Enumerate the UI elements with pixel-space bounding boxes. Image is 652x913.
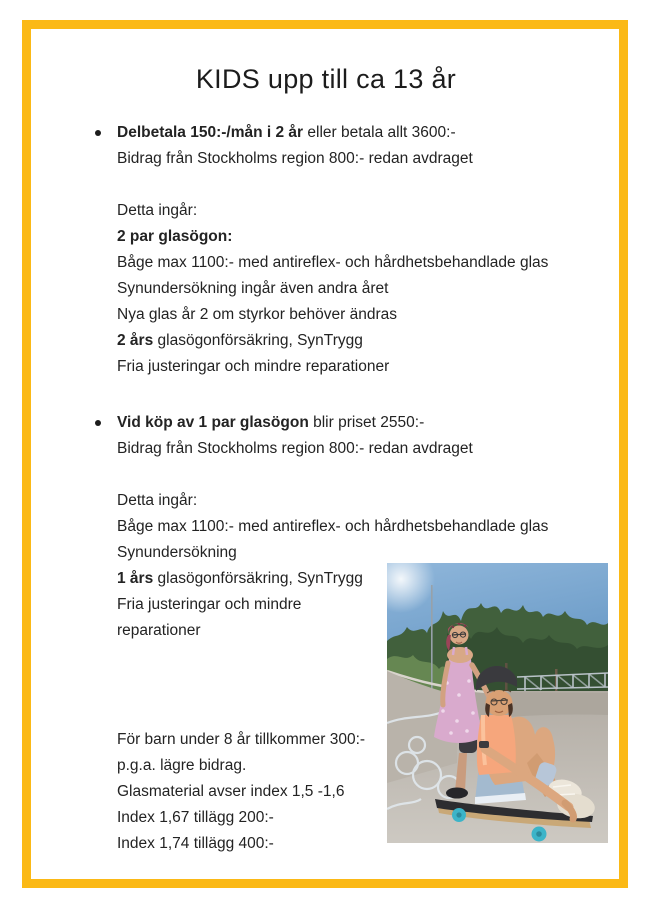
- text-line: Båge max 1100:- med antireflex- och hårdhetsbehandlade glas: [117, 254, 549, 271]
- line-bold: Delbetala 150:-/mån i 2 år: [117, 124, 304, 141]
- text-line: Detta ingår:: [117, 492, 198, 509]
- bullet-line: [117, 410, 548, 436]
- skatepark-photo-illustration: [387, 563, 608, 843]
- line-bold: 2 par glasögon:: [117, 228, 233, 245]
- text-line: Index 1,67 tillägg 200:-: [117, 809, 274, 826]
- line-bold: 1 års: [117, 570, 154, 587]
- text-line: Synundersökning: [117, 544, 237, 561]
- section-two-pairs: [117, 120, 548, 380]
- text-line: Synundersökning ingår även andra året: [117, 280, 389, 297]
- line-bold: 2 års: [117, 332, 154, 349]
- text-line: p.g.a. lägre bidrag.: [117, 757, 247, 774]
- skatepark-photo: [387, 563, 608, 843]
- bullet-line: [117, 120, 548, 146]
- bullet-icon: [95, 130, 101, 136]
- text-line: För barn under 8 år tillkommer 300:-: [117, 731, 366, 748]
- text-line: Index 1,74 tillägg 400:-: [117, 835, 274, 852]
- line-text: eller betala allt 3600:-: [303, 124, 456, 141]
- text-line: [117, 328, 548, 354]
- text-line: Båge max 1100:- med antireflex- och hårdhetsbehandlade glas: [117, 518, 549, 535]
- text-line: Glasmaterial avser index 1,5 -1,6: [117, 783, 345, 800]
- line-text: glasögonförsäkring, SynTrygg: [153, 332, 363, 349]
- text-line: Fria justeringar och mindre: [117, 596, 302, 613]
- footer-notes: [117, 727, 365, 857]
- text-line: reparationer: [117, 622, 201, 639]
- flagpole: [431, 585, 433, 693]
- text-line: Nya glas år 2 om styrkor behöver ändras: [117, 306, 397, 323]
- page-title: KIDS upp till ca 13 år: [195, 64, 457, 94]
- line-text: blir priset 2550:-: [308, 414, 425, 431]
- text-line: Bidrag från Stockholms region 800:- redan avdraget: [117, 150, 473, 167]
- blank-line: [117, 462, 548, 488]
- text-line: [117, 224, 548, 250]
- line-text: glasögonförsäkring, SynTrygg: [153, 570, 363, 587]
- text-line: Fria justeringar och mindre reparationer: [117, 358, 390, 375]
- text-line: Detta ingår:: [117, 202, 198, 219]
- blank-line: [117, 172, 548, 198]
- bullet-icon: [95, 420, 101, 426]
- line-bold: Vid köp av 1 par glasögon: [117, 414, 309, 431]
- text-line: Bidrag från Stockholms region 800:- redan avdraget: [117, 440, 473, 457]
